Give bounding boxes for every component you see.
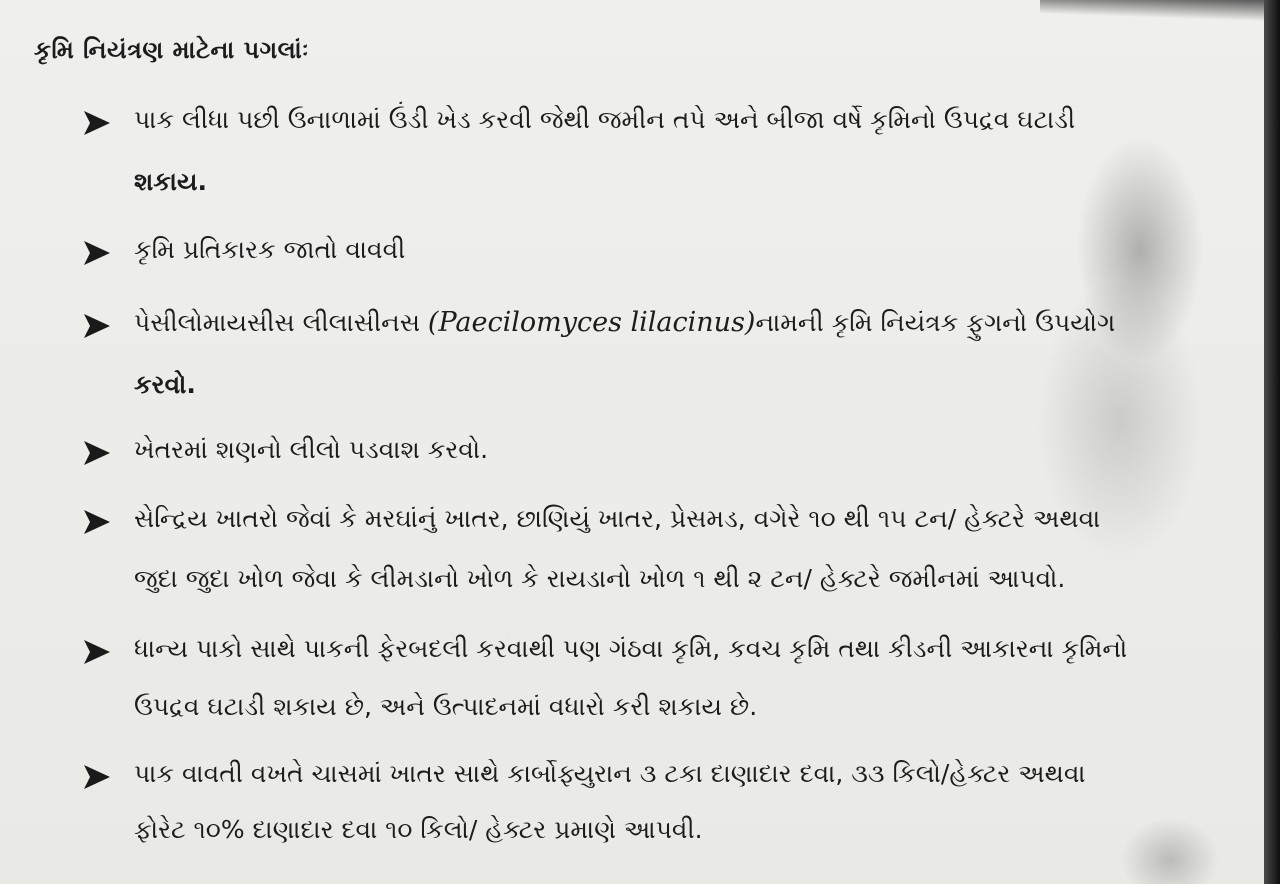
arrowhead-bullet-icon [80,233,114,273]
arrowhead-bullet-icon [80,757,114,797]
item-text-line: કરવો. [134,370,196,399]
item-text-line: સેન્દ્રિય ખાતરો જેવાં કે મરઘાંનું ખાતર, છાણિયું ખાતર, પ્રેસમડ, વગેરે ૧૦ થી ૧૫ ટન/ હેક્ટરે અથવા [134,504,1101,533]
item-text-line: જુદા જુદા ખોળ જેવા કે લીમડાનો ખોળ કે રાયડાનો ખોળ ૧ થી ૨ ટન/ હેક્ટરે જમીનમાં આપવો. [134,564,1066,593]
arrowhead-bullet-icon [80,632,114,672]
item-text-line: ધાન્ય પાકો સાથે પાકની ફેરબદલી કરવાથી પણ ગંઠવા કૃમિ, કવચ કૃમિ તથા કીડની આકારના કૃમિનો [134,634,1128,663]
item-text-line [134,306,1115,340]
arrowhead-bullet-icon [80,103,114,143]
book-spine-edge [1264,0,1280,884]
page-shadow-top [1040,0,1280,22]
scientific-name: (Paecilomyces lilacinus) [427,307,756,338]
item-text-line: કૃમિ પ્રતિકારક જાતો વાવવી [134,235,406,264]
item-text-line: શકાય. [134,167,208,196]
arrowhead-bullet-icon [80,306,114,346]
arrowhead-bullet-icon [80,502,114,542]
section-heading: કૃમિ નિયંત્રણ માટેના પગલાંઃ [34,36,310,64]
arrowhead-bullet-icon [80,433,114,473]
item-text-line: પાક લીધા પછી ઉનાળામાં ઉંડી ખેડ કરવી જેથી જમીન તપે અને બીજા વર્ષે કૃમિનો ઉપદ્રવ ઘટાડી [134,105,1076,134]
item-text-segment: પેસીલોમાયસીસ લીલાસીનસ [134,308,428,337]
item-text-line: ફોરેટ ૧૦% દાણાદાર દવા ૧૦ કિલો/ હેક્ટર પ્રમાણે આપવી. [134,815,703,844]
item-text-line: ઉપદ્રવ ઘટાડી શકાય છે, અને ઉત્પાદનમાં વધારો કરી શકાય છે. [134,692,758,721]
item-text-line: ખેતરમાં શણનો લીલો પડવાશ કરવો. [134,435,489,464]
item-text-line: પાક વાવતી વખતે ચાસમાં ખાતર સાથે કાર્બોફ્યુરાન ૩ ટકા દાણાદાર દવા, ૩૩ કિલો/હેક્ટર અથવા [134,759,1086,788]
item-text-segment: નામની કૃમિ નિયંત્રક ફુગનો ઉપયોગ [755,308,1116,337]
